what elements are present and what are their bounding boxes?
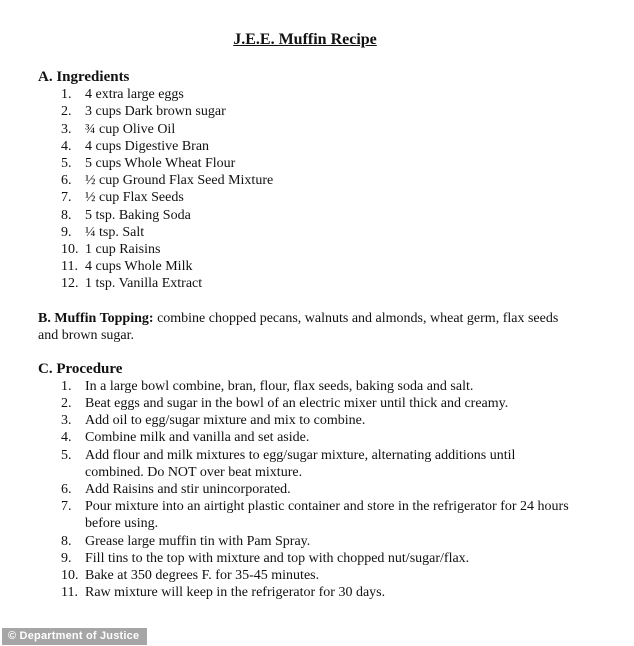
list-item-text: Beat eggs and sugar in the bowl of an electric mixer until thick and creamy. — [85, 395, 509, 411]
list-item-number: 4. — [61, 430, 72, 446]
list-item-text: ¾ cup Olive Oil — [85, 121, 176, 137]
list-item-text: Add Raisins and stir unincorporated. — [85, 481, 291, 497]
list-item-text: Pour mixture into an airtight plastic container and store in the refrigerator for 24 hours before using. — [85, 499, 569, 532]
list-item-number: 3. — [61, 413, 72, 429]
list-item-number: 11. — [61, 259, 78, 275]
list-item — [38, 172, 572, 189]
list-item-number: 9. — [61, 550, 72, 566]
list-item — [38, 447, 572, 481]
list-item-number: 1. — [61, 378, 72, 394]
list-item — [38, 224, 572, 241]
copyright-watermark: © Department of Justice — [2, 628, 147, 645]
list-item-text: 4 extra large eggs — [85, 87, 184, 103]
list-item — [38, 567, 572, 584]
list-item-text: Raw mixture will keep in the refrigerator for 30 days. — [85, 585, 386, 601]
list-item — [38, 533, 572, 550]
list-item-number: 3. — [61, 121, 72, 137]
list-item-text: ½ cup Ground Flax Seed Mixture — [85, 173, 274, 189]
list-item — [38, 241, 572, 258]
list-item — [38, 498, 572, 532]
list-item-text: 4 cups Whole Milk — [85, 259, 193, 275]
list-item — [38, 429, 572, 446]
list-item — [38, 86, 572, 103]
list-item — [38, 550, 572, 567]
list-item-text: Combine milk and vanilla and set aside. — [85, 430, 310, 446]
list-item — [38, 584, 572, 601]
list-item-number: 5. — [61, 156, 72, 172]
list-item-text: Grease large muffin tin with Pam Spray. — [85, 533, 311, 549]
list-item-number: 4. — [61, 138, 72, 154]
topping-text: combine chopped pecans, walnuts and almonds, wheat germ, flax seeds and brown sugar. — [38, 311, 559, 344]
list-item-number: 10. — [61, 567, 79, 583]
list-item-number: 12. — [61, 276, 79, 292]
list-item-text: ¼ tsp. Salt — [85, 224, 145, 240]
list-item-text: 5 tsp. Baking Soda — [85, 207, 191, 223]
page-title: J.E.E. Muffin Recipe — [233, 31, 377, 48]
list-item — [38, 275, 572, 292]
section-heading-ingredients: A. Ingredients — [38, 69, 130, 85]
topping-paragraph — [38, 310, 572, 344]
list-item-number: 6. — [61, 481, 72, 497]
list-item-text: Bake at 350 degrees F. for 35-45 minutes. — [85, 567, 320, 583]
list-item — [38, 103, 572, 120]
list-item — [38, 378, 572, 395]
list-item-text: ½ cup Flax Seeds — [85, 190, 184, 206]
list-item-number: 2. — [61, 395, 72, 411]
ingredients-list — [38, 86, 572, 292]
procedure-list — [38, 378, 572, 602]
list-item-text: Add flour and milk mixtures to egg/sugar mixture, alternating additions until combined. Do NOT over beat mixture. — [85, 447, 516, 480]
list-item-text: Add oil to egg/sugar mixture and mix to combine. — [85, 413, 366, 429]
list-item-number: 8. — [61, 207, 72, 223]
list-item — [38, 155, 572, 172]
list-item-text: 4 cups Digestive Bran — [85, 138, 210, 154]
list-item-number: 7. — [61, 499, 72, 515]
list-item — [38, 395, 572, 412]
topping-heading: B. Muffin Topping: — [38, 311, 154, 327]
list-item — [38, 138, 572, 155]
list-item-text: 1 tsp. Vanilla Extract — [85, 276, 203, 292]
list-item-number: 5. — [61, 447, 72, 463]
list-item-number: 6. — [61, 173, 72, 189]
list-item-number: 1. — [61, 87, 72, 103]
list-item — [38, 412, 572, 429]
list-item-text: Fill tins to the top with mixture and top with chopped nut/sugar/flax. — [85, 550, 470, 566]
list-item — [38, 258, 572, 275]
list-item-number: 10. — [61, 242, 79, 258]
list-item-number: 9. — [61, 224, 72, 240]
list-item-number: 2. — [61, 104, 72, 120]
section-heading-procedure: C. Procedure — [38, 360, 123, 377]
list-item-number: 8. — [61, 533, 72, 549]
list-item-text: 3 cups Dark brown sugar — [85, 104, 226, 120]
list-item-number: 11. — [61, 585, 78, 601]
list-item — [38, 189, 572, 206]
list-item-text: 1 cup Raisins — [85, 242, 161, 258]
list-item-number: 7. — [61, 190, 72, 206]
list-item — [38, 207, 572, 224]
list-item — [38, 121, 572, 138]
list-item-text: 5 cups Whole Wheat Flour — [85, 156, 236, 172]
list-item — [38, 481, 572, 498]
list-item-text: In a large bowl combine, bran, flour, flax seeds, baking soda and salt. — [85, 378, 474, 394]
